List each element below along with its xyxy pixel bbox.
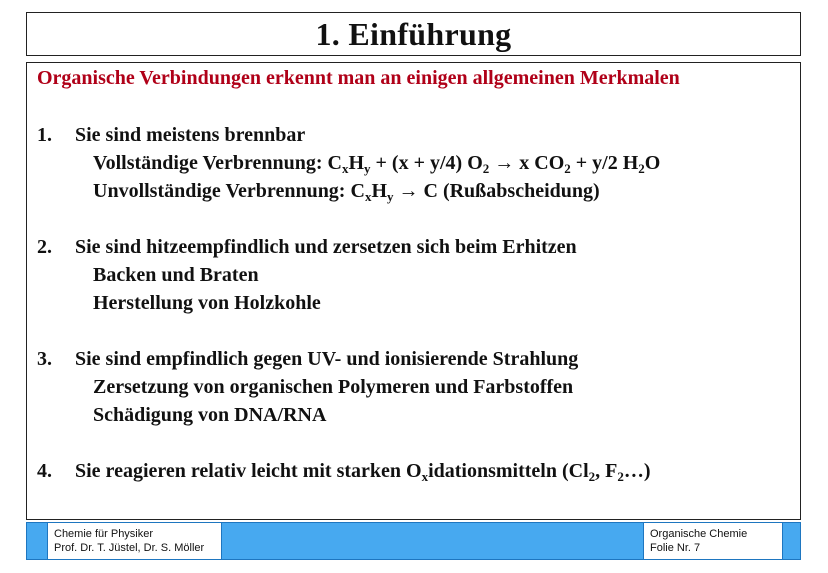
- list-item-4: [37, 457, 651, 485]
- footer-authors: Prof. Dr. T. Jüstel, Dr. S. Möller: [54, 542, 205, 554]
- list-detail: Schädigung von DNA/RNA: [93, 404, 327, 426]
- item-number: 1.: [37, 124, 52, 146]
- detail-label: Unvollständige Verbrennung:: [93, 180, 346, 202]
- footer-course-info: [47, 523, 222, 559]
- chemical-formula: $C_xH_y + (x + y/4) O_2 \to x$ $CO_2 + y/2$ $H_2O$: [327, 152, 661, 176]
- footer-topic: Organische Chemie: [650, 528, 748, 540]
- slide-title: 1. Einführung: [315, 15, 512, 52]
- title-box: [26, 12, 801, 56]
- list-item-3: [37, 345, 578, 373]
- item-number: 3.: [37, 348, 52, 370]
- content-box: [26, 62, 801, 520]
- list-detail: Zersetzung von organischen Polymeren und Farbstoffen: [93, 376, 574, 398]
- item-heading: Sie sind hitzeempfindlich und zersetzen sich beim Erhitzen: [75, 236, 577, 258]
- item-heading: Sie sind meistens brennbar: [75, 124, 306, 146]
- footer-course: Chemie für Physiker: [54, 528, 154, 540]
- detail-incomplete-combustion: [93, 177, 600, 205]
- footer-bar: [26, 522, 801, 560]
- item-number: 4.: [37, 460, 52, 482]
- item-heading: Sie reagieren relativ leicht mit starken $O_xidationsmitteln$ ($Cl_2$, $F_2\dots$): [75, 460, 651, 484]
- list-detail: Herstellung von Holzkohle: [93, 292, 321, 314]
- detail-complete-combustion: [93, 149, 660, 177]
- detail-label: Vollständige Verbrennung:: [93, 152, 323, 174]
- footer-slide-number: Folie Nr. 7: [650, 542, 701, 554]
- item-number: 2.: [37, 236, 52, 258]
- list-item-1: [37, 121, 305, 149]
- list-detail: Backen und Braten: [93, 264, 259, 286]
- slide-subtitle: Organische Verbindungen erkennt man an einigen allgemeinen Merkmalen: [37, 67, 680, 89]
- footer-slide-info: [643, 523, 783, 559]
- list-item-2: [37, 233, 577, 261]
- chemical-formula: $C_xH_y \to C$ (Rußabscheidung): [350, 180, 600, 204]
- item-heading: Sie sind empfindlich gegen UV- und ionisierende Strahlung: [75, 348, 579, 370]
